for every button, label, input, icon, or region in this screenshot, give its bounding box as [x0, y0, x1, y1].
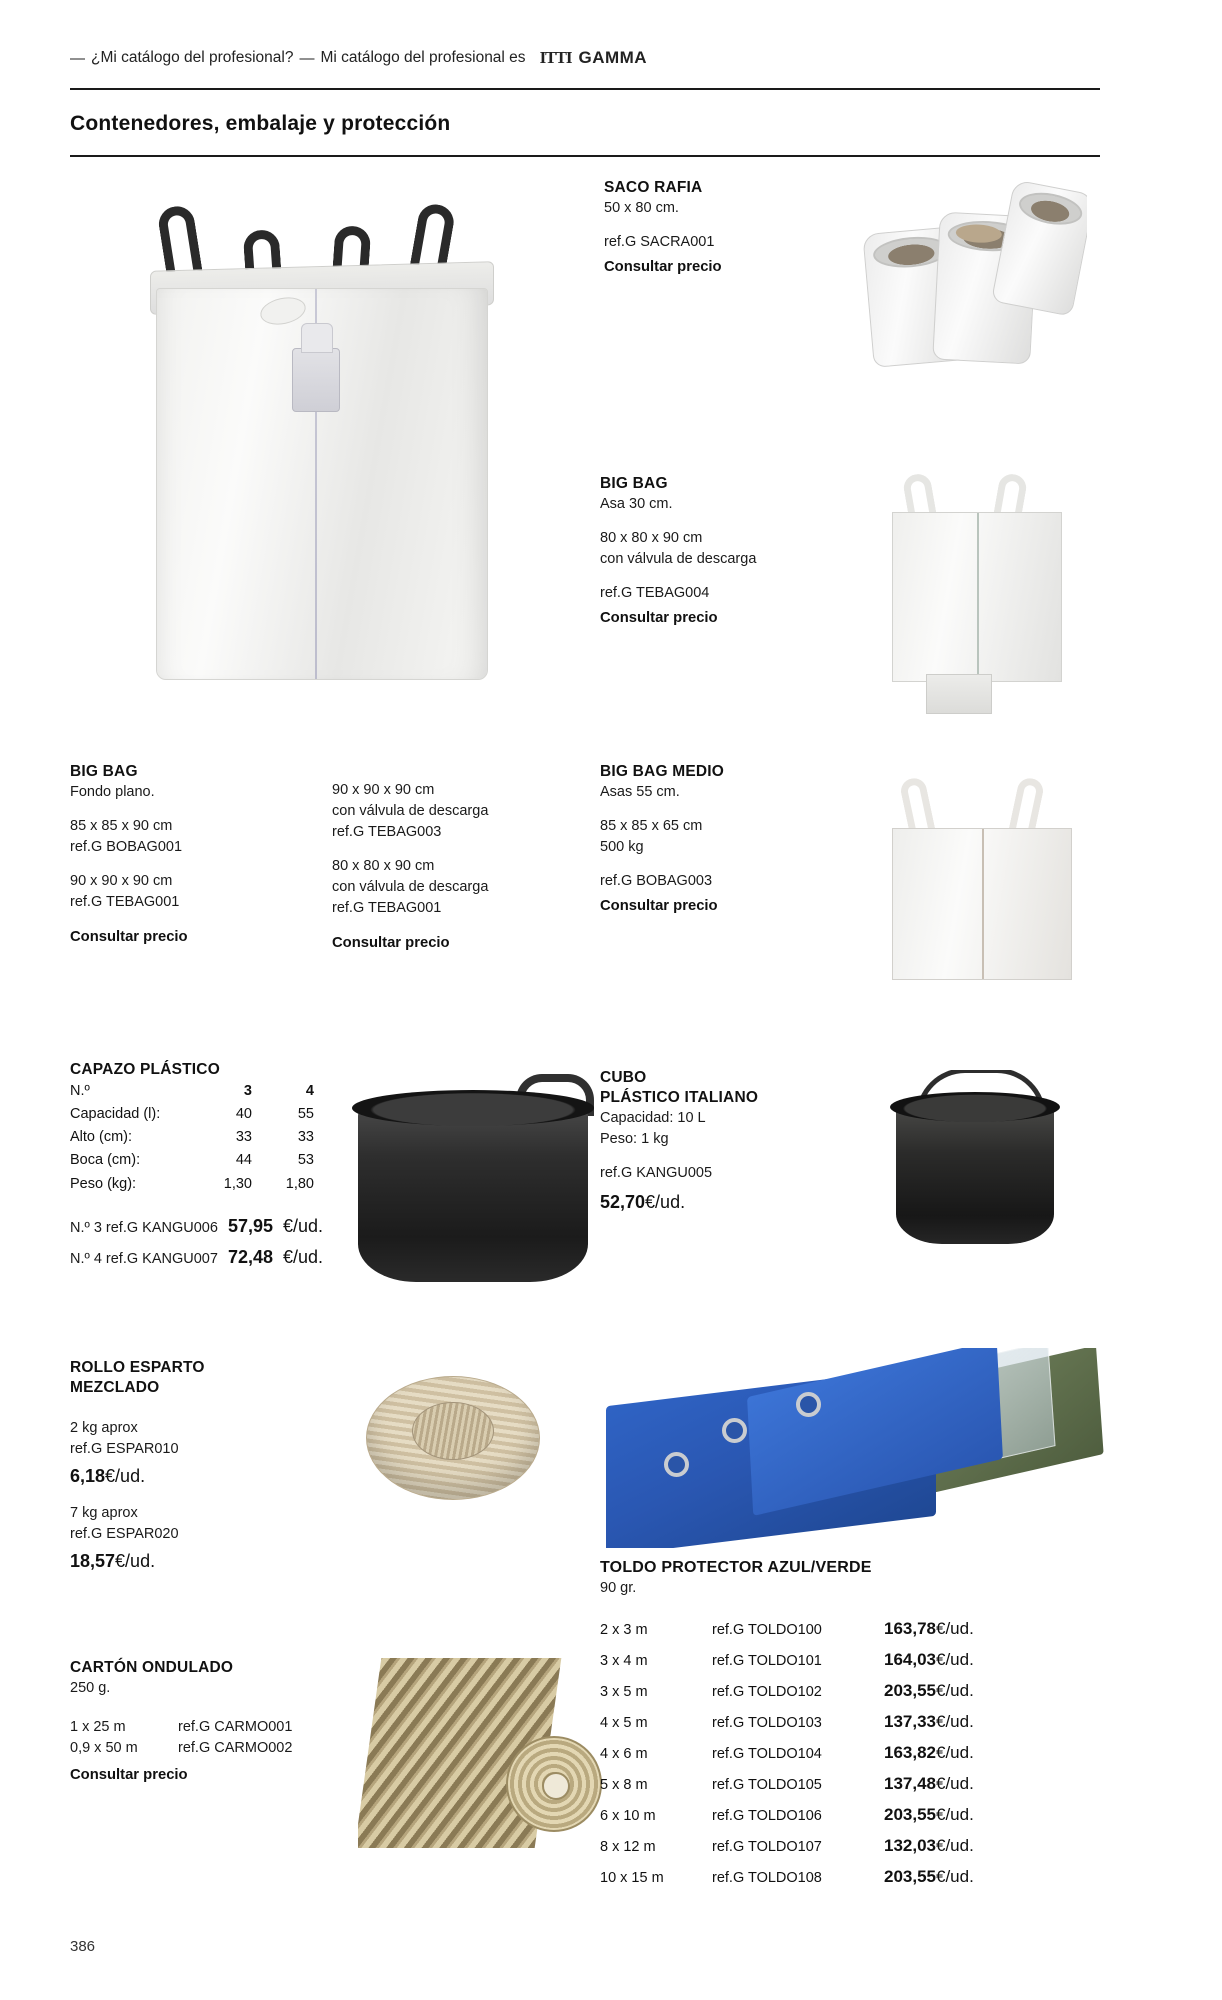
product-weight: 90 gr. [600, 1580, 637, 1597]
product-price: Consultar precio [70, 1766, 188, 1783]
toldo-price-table [600, 1619, 1080, 1887]
product-price: Consultar precio [604, 258, 722, 275]
row-v2: 55 [297, 1106, 314, 1123]
product-title: BIG BAG [70, 763, 138, 780]
item2-size: 7 kg aprox [70, 1504, 138, 1521]
row-unit: €/ud. [936, 1867, 974, 1887]
product-title-line2: MEZCLADO [70, 1378, 160, 1396]
row-price: 203,55 [884, 1867, 936, 1887]
row-ref: ref.G TOLDO101 [712, 1653, 822, 1670]
table-row [600, 1712, 1080, 1732]
item1-ref: ref.G ESPAR010 [70, 1440, 179, 1457]
row-label: Capacidad (l): [70, 1106, 161, 1123]
product-ref: ref.G BOBAG003 [600, 872, 713, 889]
bag-valve [292, 348, 340, 412]
product-big-bag-valvula [332, 780, 562, 951]
row-unit: €/ud. [936, 1743, 974, 1763]
table-row [600, 1805, 1080, 1825]
product-title: CAPAZO PLÁSTICO [70, 1061, 220, 1078]
discharge-valve [926, 674, 992, 714]
row-unit: €/ud. [936, 1836, 974, 1856]
row-unit: €/ud. [936, 1619, 974, 1639]
price-label: N.º 3 ref.G KANGU006 [70, 1219, 218, 1236]
price-unit: €/ud. [115, 1550, 156, 1571]
product-valve-2: con válvula de descarga [332, 879, 489, 896]
product-title-line2: PLÁSTICO ITALIANO [600, 1088, 759, 1106]
product-valve-1: con válvula de descarga [332, 803, 489, 820]
table-row [70, 1149, 340, 1172]
product-title-line1: CUBO [600, 1069, 647, 1086]
item2-ref: ref.G ESPAR020 [70, 1525, 179, 1542]
product-price-row [600, 1192, 860, 1213]
loop-icon [1009, 776, 1046, 835]
row-label: Alto (cm): [70, 1129, 133, 1146]
product-size: 80 x 80 x 90 cm [600, 529, 703, 546]
row-size: 4 x 6 m [600, 1746, 648, 1763]
product-big-bag-fondo-plano [70, 762, 300, 945]
price-unit: €/ud. [105, 1465, 146, 1486]
toldo-photo [600, 1348, 1110, 1548]
price-value: 52,70 [600, 1191, 646, 1212]
table-row [600, 1619, 1080, 1639]
item1-price-row [70, 1466, 320, 1487]
roll-core [542, 1772, 570, 1800]
product-title: CARTÓN ONDULADO [70, 1659, 234, 1676]
table-row [600, 1743, 1080, 1763]
page-title: Contenedores, embalaje y protección [70, 112, 451, 135]
product-title-line1: ROLLO ESPARTO [70, 1359, 205, 1376]
product-ref: ref.G TEBAG004 [600, 584, 710, 601]
brand-logo [540, 48, 648, 68]
product-rollo-esparto [70, 1358, 320, 1572]
header-col-3: 3 [243, 1082, 252, 1099]
product-price: Consultar precio [70, 928, 188, 945]
product-toldo [600, 1558, 1080, 1898]
price-value: 57,95 [227, 1215, 273, 1236]
row-size: 4 x 5 m [600, 1715, 648, 1732]
row-v2: 1,80 [285, 1175, 314, 1192]
header-label: N.º [70, 1082, 90, 1099]
product-saco-rafia [604, 178, 854, 275]
capazo-spec-table [70, 1080, 340, 1196]
row-label: Boca (cm): [70, 1152, 141, 1169]
row-price: 132,03 [884, 1836, 936, 1856]
brand-name: GAMMA [578, 48, 648, 67]
carton-row-2 [70, 1738, 360, 1759]
row-price: 203,55 [884, 1805, 936, 1825]
row-price: 203,55 [884, 1681, 936, 1701]
product-handle: Asas 55 cm. [600, 783, 680, 800]
product-title: TOLDO PROTECTOR AZUL/VERDE [600, 1559, 872, 1576]
product-big-bag-medio [600, 762, 850, 914]
table-row [600, 1836, 1080, 1856]
row-ref: ref.G TOLDO103 [712, 1715, 822, 1732]
table-row [70, 1126, 340, 1149]
row-size: 5 x 8 m [600, 1777, 648, 1794]
sack-item [991, 179, 1087, 316]
eyelet-icon [664, 1452, 689, 1477]
eyelet-icon [796, 1392, 821, 1417]
rollo-esparto-photo [358, 1362, 548, 1512]
table-row [600, 1681, 1080, 1701]
row-size: 6 x 10 m [600, 1808, 656, 1825]
price-label: N.º 4 ref.G KANGU007 [70, 1250, 218, 1267]
table-row [70, 1103, 340, 1126]
capazo-price-row-4 [70, 1247, 340, 1270]
eyelet-icon [722, 1418, 747, 1443]
capazo-photo [348, 1068, 603, 1288]
price-unit: €/ud. [282, 1246, 324, 1267]
row-ref: ref.G TOLDO106 [712, 1808, 822, 1825]
table-row [600, 1774, 1080, 1794]
price-unit: €/ud. [282, 1215, 324, 1236]
row-price: 163,78 [884, 1619, 936, 1639]
carton-ondulado-photo [358, 1648, 608, 1863]
row-v1: 44 [235, 1152, 252, 1169]
product-ref-2: ref.G TEBAG001 [332, 900, 442, 917]
product-cubo [600, 1068, 860, 1213]
row-v2: 53 [297, 1152, 314, 1169]
bucket-body [896, 1104, 1054, 1244]
big-bag-medio-photo [862, 770, 1097, 995]
header-col-4: 4 [305, 1082, 314, 1099]
product-title: SACO RAFIA [604, 179, 703, 196]
product-size: 85 x 85 x 65 cm [600, 817, 703, 834]
header-divider [70, 88, 1100, 90]
row-ref: ref.G TOLDO107 [712, 1839, 822, 1856]
row-ref: ref.G TOLDO105 [712, 1777, 822, 1794]
row-ref: ref.G TOLDO104 [712, 1746, 822, 1763]
row-price: 137,33 [884, 1712, 936, 1732]
row1-size: 1 x 25 m [70, 1718, 126, 1735]
dash-glyph: — [70, 49, 85, 67]
tub-body [358, 1102, 588, 1282]
row-size: 8 x 12 m [600, 1839, 656, 1856]
row-size: 3 x 4 m [600, 1653, 648, 1670]
row-unit: €/ud. [936, 1712, 974, 1732]
brand-mark-icon: ITTI [539, 48, 572, 67]
product-capacity: Capacidad: 10 L [600, 1109, 706, 1126]
page-number: 386 [70, 1938, 96, 1955]
product-valve: con válvula de descarga [600, 550, 757, 567]
roll-end [506, 1736, 602, 1832]
product-ref-1: ref.G BOBAG001 [70, 838, 183, 855]
row-price: 137,48 [884, 1774, 936, 1794]
row2-ref: ref.G CARMO002 [178, 1739, 293, 1756]
item1-size: 2 kg aprox [70, 1419, 138, 1436]
product-subtitle: Fondo plano. [70, 783, 155, 800]
product-price: Consultar precio [600, 609, 718, 626]
product-handle: Asa 30 cm. [600, 495, 673, 512]
product-size-2: 80 x 80 x 90 cm [332, 858, 435, 875]
title-divider [70, 155, 1100, 157]
row1-ref: ref.G CARMO001 [178, 1718, 293, 1735]
product-carton-ondulado [70, 1658, 360, 1783]
product-size-1: 90 x 90 x 90 cm [332, 782, 435, 798]
product-ref-2: ref.G TEBAG001 [70, 893, 180, 910]
product-size: 50 x 80 cm. [604, 199, 679, 216]
tub-rim [352, 1090, 594, 1126]
row-price: 164,03 [884, 1650, 936, 1670]
price-value: 6,18 [70, 1465, 106, 1486]
big-bag-photo [120, 170, 530, 725]
product-weight: 250 g. [70, 1679, 111, 1696]
product-size-2: 90 x 90 x 90 cm [70, 872, 173, 889]
row2-size: 0,9 x 50 m [70, 1739, 138, 1756]
row-size: 2 x 3 m [600, 1622, 648, 1639]
row-v1: 1,30 [223, 1175, 252, 1192]
item2-price-row [70, 1551, 320, 1572]
row-label: Peso (kg): [70, 1175, 137, 1192]
row-size: 3 x 5 m [600, 1684, 648, 1701]
row-ref: ref.G TOLDO100 [712, 1622, 822, 1639]
loop-icon [899, 776, 936, 835]
table-header-row [70, 1080, 340, 1103]
row-v2: 33 [297, 1129, 314, 1146]
price-unit: €/ud. [645, 1191, 686, 1212]
table-row [600, 1650, 1080, 1670]
page-header [70, 48, 1100, 68]
rope-coil-inner [412, 1402, 494, 1460]
table-row [600, 1867, 1080, 1887]
price-value: 18,57 [70, 1550, 116, 1571]
row-ref: ref.G TOLDO108 [712, 1870, 822, 1887]
product-size-1: 85 x 85 x 90 cm [70, 817, 173, 834]
product-ref: ref.G SACRA001 [604, 233, 715, 250]
table-row [70, 1173, 340, 1196]
row-size: 10 x 15 m [600, 1870, 664, 1887]
breadcrumb-answer: Mi catálogo del profesional es [320, 49, 526, 66]
product-title: BIG BAG [600, 475, 668, 492]
row-unit: €/ud. [936, 1805, 974, 1825]
bag-body [892, 828, 1072, 980]
row-v1: 40 [235, 1106, 252, 1123]
bucket-rim [890, 1092, 1060, 1122]
product-price: Consultar precio [600, 897, 718, 914]
saco-rafia-photo [862, 168, 1087, 368]
carton-row-1 [70, 1717, 360, 1738]
row-unit: €/ud. [936, 1650, 974, 1670]
row-price: 163,82 [884, 1743, 936, 1763]
sack-mouth [1016, 188, 1085, 230]
bag-body [892, 512, 1062, 682]
product-title: BIG BAG MEDIO [600, 763, 725, 780]
product-ref: ref.G KANGU005 [600, 1164, 713, 1181]
product-weight: Peso: 1 kg [600, 1130, 669, 1147]
breadcrumb-question: ¿Mi catálogo del profesional? [91, 49, 294, 66]
dash-glyph-2: — [299, 49, 315, 67]
price-value: 72,48 [227, 1246, 273, 1267]
product-price: Consultar precio [332, 935, 450, 952]
row-unit: €/ud. [936, 1774, 974, 1794]
big-bag-tebag004-photo [870, 468, 1085, 718]
product-big-bag-tebag004 [600, 474, 860, 626]
row-unit: €/ud. [936, 1681, 974, 1701]
product-ref-1: ref.G TEBAG003 [332, 824, 442, 841]
cubo-photo [880, 1070, 1075, 1260]
capazo-price-row-3 [70, 1216, 340, 1239]
product-weight: 500 kg [600, 838, 644, 855]
row-ref: ref.G TOLDO102 [712, 1684, 822, 1701]
product-capazo [70, 1060, 340, 1270]
row-v1: 33 [235, 1129, 252, 1146]
